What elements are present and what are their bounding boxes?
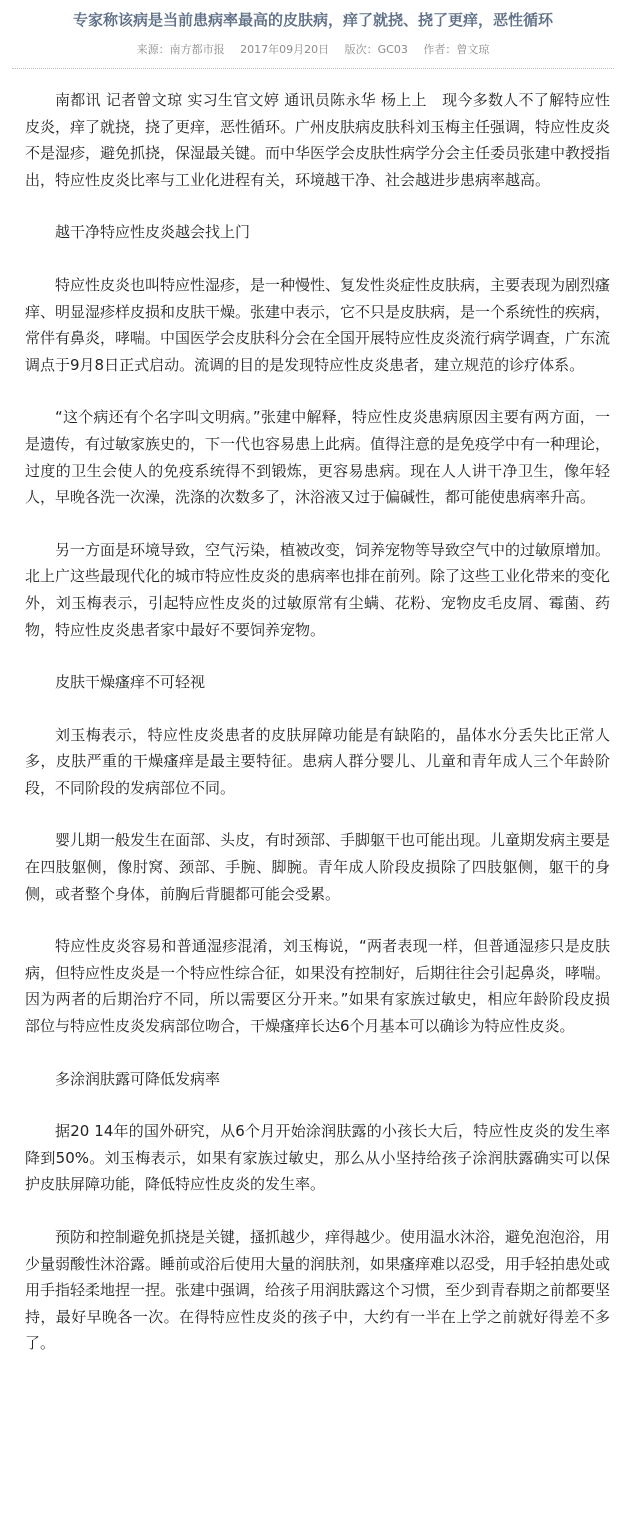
paragraph: 据20 14年的国外研究，从6个月开始涂润肤露的小孩长大后，特应性皮炎的发生率降到50%。刘玉梅表示，如果有家族过敏史，那么从小坚持给孩子涂润肤露确实可以保护皮肤屏障功能，降低特应性皮炎的发生率。 [25,1122,610,1194]
paragraph: “这个病还有个名字叫文明病。”张建中解释，特应性皮炎患病原因主要有两方面，一是遗传，有过敏家族史的，下一代也容易患上此病。值得注意的是免疫学中有一种理论，过度的卫生会使人的免疫系统得不到锻炼，更容易患病。现在人人讲干净卫生，像年轻人，早晚各洗一次澡，洗涤的次数多了，沐浴液又过于偏碱性，都可能使患病率升高。 [25,408,611,507]
paragraph: 刘玉梅表示，特应性皮炎患者的皮肤屏障功能是有缺陷的，晶体水分丢失比正常人多，皮肤严重的干燥瘙痒是最主要特征。患病人群分婴儿、儿童和青年成人三个年龄阶段，不同阶段的发病部位不同。 [25,725,610,797]
meta-source: 来源：南方都市报 [136,43,225,56]
subheading-moisturizer: 多涂润肤露可降低发病率 [55,1069,221,1088]
subheading-dry-skin: 皮肤干燥瘙痒不可轻视 [55,673,206,692]
meta-date: 2017年09月20日 [240,43,330,56]
meta-edition: 版次：GC03 [344,43,408,56]
paragraph: 预防和控制避免抓挠是关键，搔抓越少，痒得越少。使用温水沐浴，避免泡泡浴，用少量弱酸性沐浴露。睡前或浴后使用大量的润肤剂，如果瘙痒难以忍受，用手轻拍患处或用手指轻柔地捏一捏。张建中强调，给孩子用润肤露这个习惯，至少到青春期之前都要坚持，最好早晚各一次。在得特应性皮炎的孩子中，大约有一半在上学之前就好得差不多了。 [25,1228,611,1353]
meta-author: 作者：曾文琼 [423,43,490,56]
article-body [12,69,614,1357]
paragraph-lead: 南都讯 记者曾文琼 实习生官文婷 通讯员陈永华 杨上上 现今多数人不了解特应性皮炎，痒了就挠，挠了更痒，恶性循环。广州皮肤病皮肤科刘玉梅主任强调，特应性皮炎不是湿疹，避免抓挠，保湿最关键。而中华医学会皮肤性病学分会主任委员张建中教授指出，特应性皮炎比率与工业化进程有关，环境越干净、社会越进步患病率越高。 [25,91,611,189]
subheading-cleanliness: 越干净特应性皮炎越会找上门 [55,223,251,242]
paragraph: 特应性皮炎也叫特应性湿疹，是一种慢性、复发性炎症性皮肤病，主要表现为剧烈瘙痒、明显湿疹样皮损和皮肤干燥。张建中表示，它不只是皮肤病，是一个系统性的疾病，常伴有鼻炎，哮喘。中国医学会皮肤科分会在全国开展特应性皮炎流行病学调查，广东流调点于9月8日正式启动。流调的目的是发现特应性皮炎患者，建立规范的诊疗体系。 [25,275,611,374]
article-title: 专家称该病是当前患病率最高的皮肤病，痒了就挠、挠了更痒，恶性循环 [72,11,553,29]
paragraph: 另一方面是环境导致，空气污染，植被改变，饲养宠物等导致空气中的过敏原增加。北上广这些最现代化的城市特应性皮炎的患病率也排在前列。除了这些工业化带来的变化外，刘玉梅表示，引起特应性皮炎的过敏原常有尘螨、花粉、宠物皮毛皮屑、霉菌、药物，特应性皮炎患者家中最好不要饲养宠物。 [25,540,611,639]
paragraph: 婴儿期一般发生在面部、头皮，有时颈部、手脚躯干也可能出现。儿童期发病主要是在四肢躯侧，像肘窝、颈部、手腕、脚腕。青年成人阶段皮损除了四肢躯侧，躯干的身侧，或者整个身体，前胸后背腿都可能会受累。 [25,831,611,903]
paragraph: 特应性皮炎容易和普通湿疹混淆，刘玉梅说，“两者表现一样，但普通湿疹只是皮肤病，但特应性皮炎是一个特应性综合征，如果没有控制好，后期往往会引起鼻炎，哮喘。因为两者的后期治疗不同，所以需要区分开来。”如果有家族过敏史，相应年龄阶段皮损部位与特应性皮炎发病部位吻合，干燥瘙痒长达6个月基本可以确诊为特应性皮炎。 [25,937,611,1036]
article-meta [12,40,614,60]
